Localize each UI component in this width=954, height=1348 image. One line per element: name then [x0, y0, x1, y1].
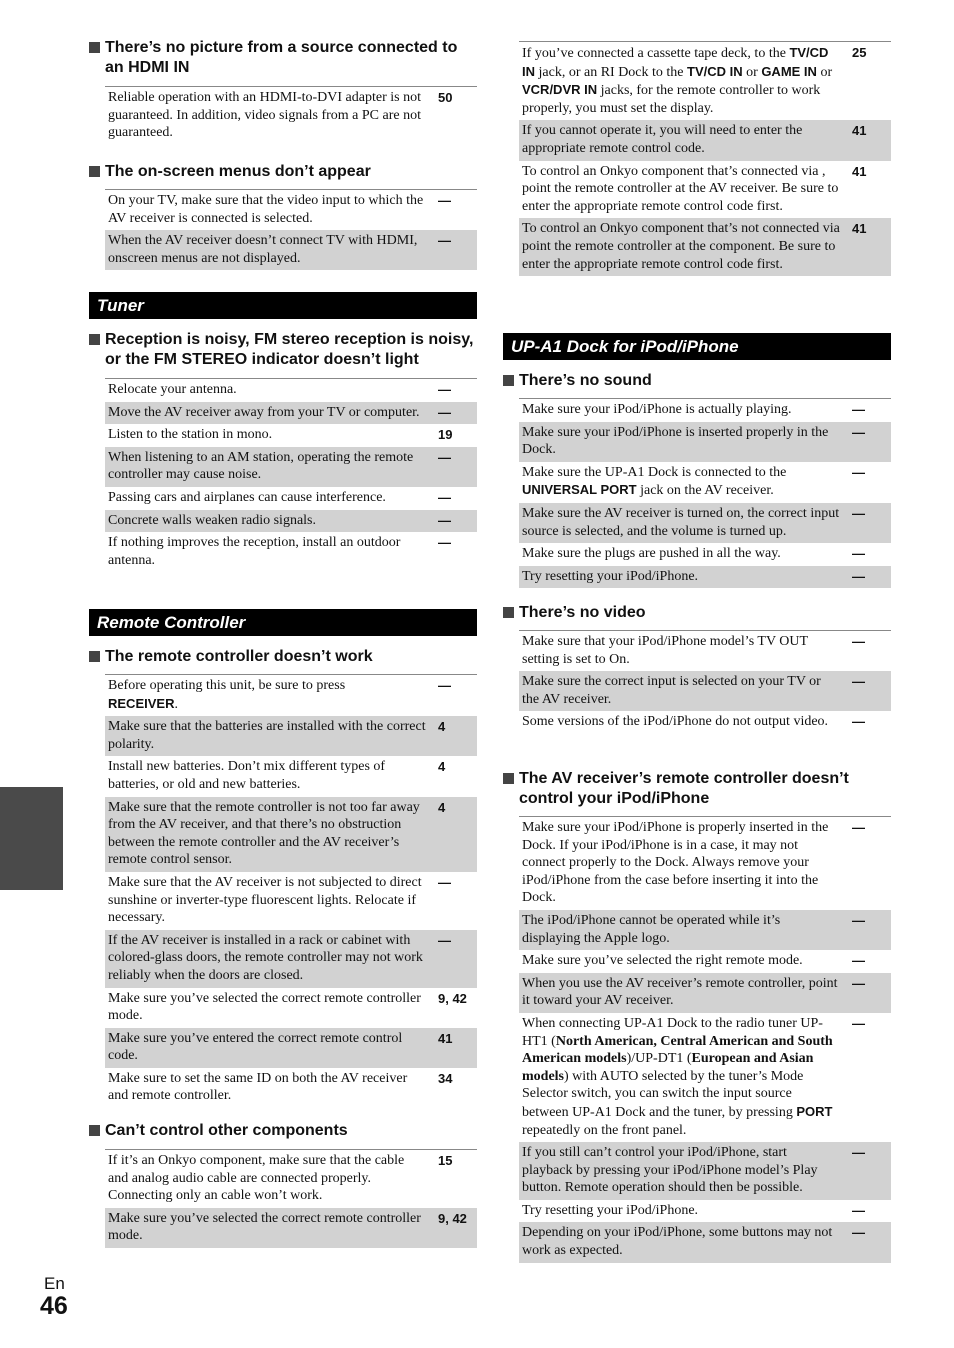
table-row: If the AV receiver is installed in a rack or cabinet with colored-glass doors, the remote controller may not work reliably when the doors are closed. — [105, 930, 477, 988]
reception-table [105, 378, 477, 572]
table-row: Make sure that the batteries are installed with the correct polarity. 4 [105, 716, 477, 756]
hdmi-heading: There’s no picture from a source connected to an HDMI IN [89, 38, 477, 78]
heading-bullet [503, 375, 514, 386]
osd-heading: The on-screen menus don’t appear [89, 162, 477, 182]
table-row: Make sure the AV receiver is turned on, the correct input source is selected, and the volume is turned up. — [519, 503, 891, 543]
cant-control-heading: Can’t control other components [89, 1121, 477, 1141]
table-row: Make sure that the AV receiver is not subjected to direct sunshine or inverter-type fluorescent lights. Relocate if necessary. — [108, 874, 451, 926]
page-number: 46 [40, 1292, 68, 1320]
table-row: Before operating this unit, be sure to press RECEIVER. — [108, 678, 451, 712]
chapter-tab [0, 787, 63, 890]
no-sound-table [519, 398, 891, 588]
table-row: Make sure your iPod/iPhone is properly inserted in the Dock. If your iPod/iPhone is in a case, it may not connect properly to the Dock. Always remove your iPod/iPhone from the case before inserting it into the Dock. — [522, 820, 865, 906]
table-row: When the AV receiver doesn’t connect TV with HDMI, onscreen menus are not displayed. — [105, 230, 477, 270]
table-row: To control an Onkyo component that’s not connected via point the remote controller at the component. Be sure to enter the appropriate remote control code first. 41 [519, 218, 891, 276]
table-row: Try resetting your iPod/iPhone. — [519, 566, 891, 589]
no-sound-heading: There’s no sound [503, 371, 891, 391]
table-row: Make sure your iPod/iPhone is inserted properly in the Dock. — [519, 422, 891, 462]
table-row: Try resetting your iPod/iPhone. — [522, 1202, 865, 1218]
table-row: Depending on your iPod/iPhone, some buttons may not work as expected. — [519, 1222, 891, 1262]
table-row: Move the AV receiver away from your TV or computer. — [105, 402, 477, 425]
table-row: Make sure you’ve selected the correct remote controller mode. 9, 42 [105, 1208, 477, 1248]
heading-bullet [89, 166, 100, 177]
table-row: Make sure that the remote controller is not too far away from the AV receiver, and that there’s no obstruction between the remote controller and the AV receiver’s remote control sensor. 4 [105, 797, 477, 872]
table-row: Make sure you’ve selected the right remote mode. — [522, 953, 865, 969]
language-label: En [44, 1274, 65, 1293]
hdmi-table [105, 86, 477, 145]
table-row: If you still can’t control your iPod/iPhone, start playback by pressing your iPod/iPhone model’s Play button. Remote operation should then be possible. — [519, 1142, 891, 1200]
table-row: On your TV, make sure that the video input to which the AV receiver is connected is selected. — [108, 193, 451, 226]
no-video-table [519, 630, 891, 734]
table-row: Make sure the correct input is selected on your TV or the AV receiver. — [519, 671, 891, 711]
table-row: Install new batteries. Don’t mix different types of batteries, or old and new batteries. 4 [108, 759, 446, 792]
remote-table [105, 674, 477, 1108]
table-row: If you cannot operate it, you will need to enter the appropriate remote control code. 41 [519, 120, 891, 160]
ipod-control-table [519, 816, 891, 1263]
heading-bullet [89, 1125, 100, 1136]
table-row: Make sure the UP-A1 Dock is connected to the UNIVERSAL PORT jack on the AV receiver. — [522, 464, 865, 499]
no-video-heading: There’s no video [503, 603, 891, 623]
heading-bullet [503, 607, 514, 618]
table-row: Make sure that your iPod/iPhone model’s TV OUT setting is set to On. — [522, 634, 865, 667]
table-row: To control an Onkyo component that’s connected via , point the remote controller at the AV receiver. Be sure to enter the appropriate remote control code first. 41 [522, 163, 867, 214]
table-row: Reliable operation with an HDMI-to-DVI adapter is not guaranteed. In addition, video signals from a PC are not guaranteed. 50 [108, 90, 453, 141]
remote-heading: The remote controller doesn’t work [89, 647, 477, 667]
table-row: When connecting UP-A1 Dock to the radio tuner UP-HT1 (North American, Central American and South American models)/UP-DT1 (European and Asian models) with AUTO selected by the tuner’s Mode Selector switch, you can switch the input source between UP-A1 Dock and the tuner, by pressing PORT repeatedly on the front panel. — [522, 1015, 865, 1138]
table-row: Make sure you’ve selected the correct remote controller mode. 9, 42 [108, 990, 467, 1024]
heading-bullet [89, 651, 100, 662]
tuner-section-bar: Tuner [89, 292, 477, 319]
heading-bullet [503, 773, 514, 784]
table-row: Passing cars and airplanes can cause interference. — [108, 489, 451, 505]
reception-heading: Reception is noisy, FM stereo reception is noisy, or the FM STEREO indicator doesn’t light [89, 330, 477, 370]
table-row: If nothing improves the reception, install an outdoor antenna. — [108, 535, 451, 568]
table-row: Make sure the plugs are pushed in all the way. — [522, 546, 865, 562]
table-row: Make sure to set the same ID on both the AV receiver and remote controller. 34 [108, 1070, 453, 1104]
table-row: When you use the AV receiver’s remote controller, point it toward your AV receiver. — [519, 973, 891, 1013]
heading-bullet [89, 334, 100, 345]
continued-table [519, 41, 891, 276]
table-row: Concrete walls weaken radio signals. — [105, 510, 477, 533]
table-row: If it’s an Onkyo component, make sure that the cable and analog audio cable are connected properly. Connecting only an cable won’t work. 15 [108, 1153, 453, 1204]
dock-section-bar: UP-A1 Dock for iPod/iPhone [503, 333, 891, 360]
ipod-control-heading: The AV receiver’s remote controller doesn’t control your iPod/iPhone [503, 769, 891, 809]
osd-table [105, 189, 477, 270]
table-row: Listen to the station in mono. 19 [108, 427, 453, 443]
table-row: Make sure you’ve entered the correct remote control code. 41 [105, 1028, 477, 1068]
cant-control-table [105, 1149, 477, 1248]
table-row: If you’ve connected a cassette tape deck, to the TV/CD IN jack, or an RI Dock to the TV/CD IN or GAME IN or VCR/DVR IN jacks, for the remote controller to work properly, you must set the display. 25 [522, 45, 867, 116]
table-row: Make sure your iPod/iPhone is actually playing. — [522, 402, 865, 417]
remote-section-bar: Remote Controller [89, 609, 477, 636]
table-row: Some versions of the iPod/iPhone do not output video. — [522, 714, 865, 730]
heading-bullet [89, 42, 100, 53]
table-row: The iPod/iPhone cannot be operated while it’s displaying the Apple logo. — [519, 910, 891, 950]
table-row: When listening to an AM station, operating the remote controller may cause noise. — [105, 447, 477, 487]
table-row: Relocate your antenna. — [108, 382, 451, 397]
